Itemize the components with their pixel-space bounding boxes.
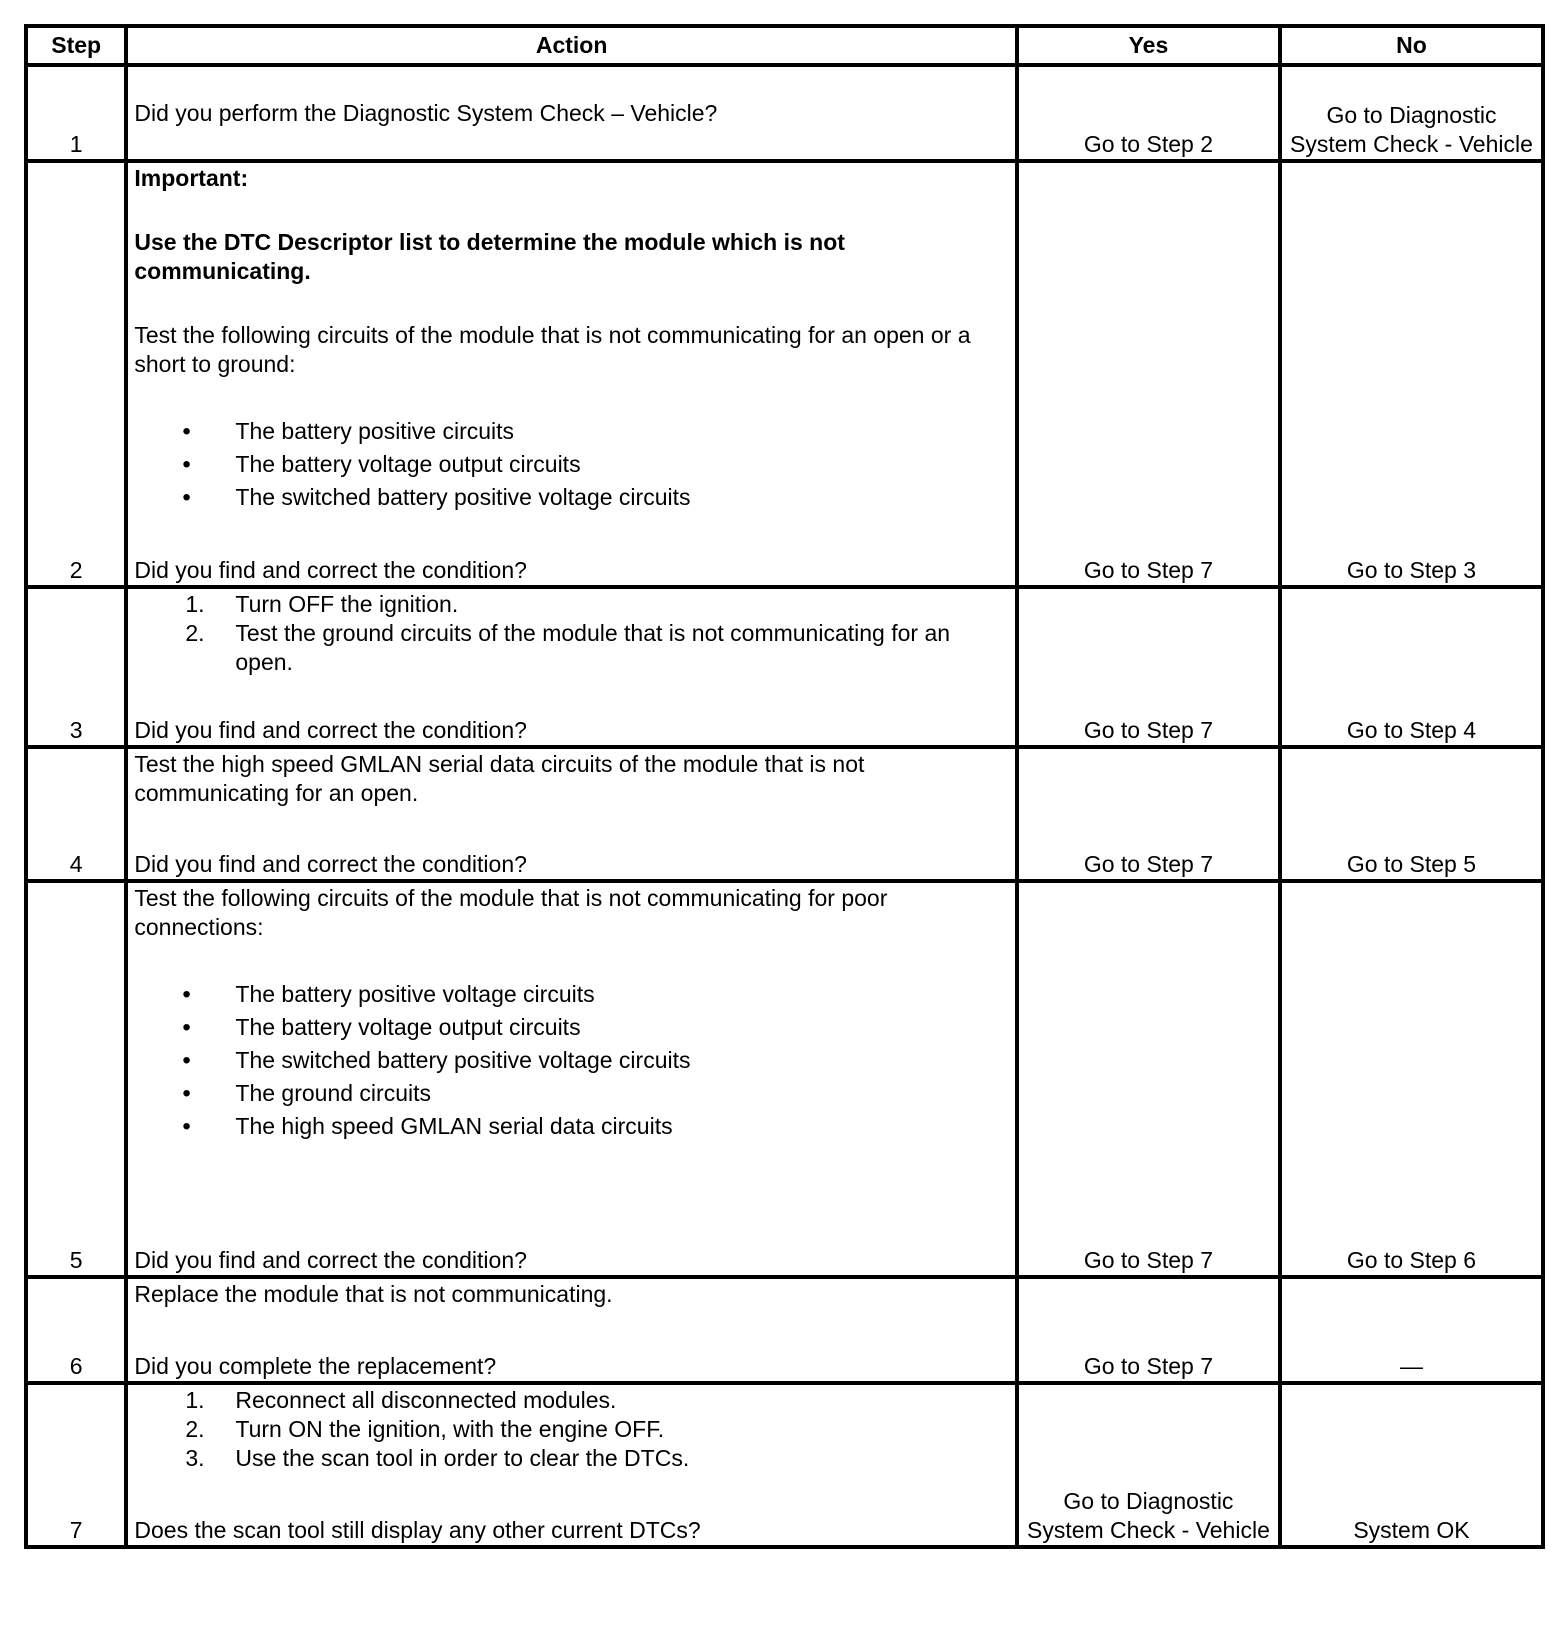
- no-cell: Go to Step 5: [1280, 747, 1543, 881]
- yes-cell: Go to Step 2: [1017, 65, 1280, 161]
- header-step: Step: [26, 26, 126, 65]
- instruction-text: Test the following circuits of the module that is not communicating for an open or a short to ground:: [134, 322, 971, 377]
- step-number: 4: [26, 747, 126, 881]
- list-item: 2. Test the ground circuits of the module that is not communicating for an open.: [185, 620, 951, 675]
- step-number: 6: [26, 1277, 126, 1383]
- no-cell: System OK: [1280, 1383, 1543, 1547]
- question-text: Did you complete the replacement?: [134, 1353, 497, 1379]
- table-row: [26, 881, 1543, 1277]
- header-row: [26, 26, 1543, 65]
- diagnostic-table: [24, 24, 1545, 1549]
- step-number: 3: [26, 587, 126, 747]
- action-cell: [126, 1383, 1017, 1547]
- action-cell: [126, 161, 1017, 587]
- instruction-text: Replace the module that is not communicating.: [134, 1281, 613, 1307]
- header-no: No: [1280, 26, 1543, 65]
- table-row: [26, 1383, 1543, 1547]
- circuit-list: [134, 978, 1009, 1143]
- no-cell: Go to Step 6: [1280, 881, 1543, 1277]
- procedure-list: [134, 590, 1009, 677]
- yes-cell: Go to Step 7: [1017, 1277, 1280, 1383]
- action-cell: [126, 65, 1017, 161]
- circuit-list: [134, 415, 1009, 514]
- question-text: Did you find and correct the condition?: [134, 557, 527, 583]
- list-item: 3. Use the scan tool in order to clear the DTCs.: [185, 1445, 690, 1471]
- list-item: 1. Reconnect all disconnected modules.: [185, 1387, 617, 1413]
- question-text: Did you find and correct the condition?: [134, 851, 527, 877]
- important-text: Use the DTC Descriptor list to determine the module which is not communicating.: [134, 229, 845, 284]
- no-cell: Go to Step 4: [1280, 587, 1543, 747]
- important-label: Important:: [134, 165, 249, 191]
- table-row: [26, 161, 1543, 587]
- list-item: 1. Turn OFF the ignition.: [185, 591, 459, 617]
- yes-cell: Go to Diagnostic System Check - Vehicle: [1017, 1383, 1280, 1547]
- table-row: [26, 747, 1543, 881]
- step-number: 5: [26, 881, 126, 1277]
- yes-cell: Go to Step 7: [1017, 747, 1280, 881]
- question-text: Did you perform the Diagnostic System Check – Vehicle?: [134, 99, 718, 126]
- no-cell: Go to Step 3: [1280, 161, 1543, 587]
- step-number: 2: [26, 161, 126, 587]
- yes-cell: Go to Step 7: [1017, 161, 1280, 587]
- question-text: Did you find and correct the condition?: [134, 1247, 527, 1273]
- list-item: • The switched battery positive voltage circuits: [134, 481, 1009, 514]
- action-cell: [126, 747, 1017, 881]
- no-cell: Go to Diagnostic System Check - Vehicle: [1280, 65, 1543, 161]
- instruction-text: Test the high speed GMLAN serial data circuits of the module that is not communicating for an open.: [134, 751, 865, 806]
- step-number: 7: [26, 1383, 126, 1547]
- step-number: 1: [26, 65, 126, 161]
- action-cell: [126, 881, 1017, 1277]
- list-item: • The high speed GMLAN serial data circuits: [134, 1110, 1009, 1143]
- no-cell: —: [1280, 1277, 1543, 1383]
- question-text: Does the scan tool still display any other current DTCs?: [134, 1517, 701, 1543]
- list-item: • The battery voltage output circuits: [134, 448, 1009, 481]
- list-item: • The ground circuits: [134, 1077, 1009, 1110]
- table-row: [26, 65, 1543, 161]
- table-row: [26, 587, 1543, 747]
- list-item: 2. Turn ON the ignition, with the engine OFF.: [185, 1416, 665, 1442]
- yes-cell: Go to Step 7: [1017, 881, 1280, 1277]
- list-item: • The battery positive circuits: [134, 415, 1009, 448]
- action-cell: [126, 1277, 1017, 1383]
- table-row: [26, 1277, 1543, 1383]
- list-item: • The battery voltage output circuits: [134, 1011, 1009, 1044]
- procedure-list: [134, 1386, 1009, 1473]
- list-item: • The battery positive voltage circuits: [134, 978, 1009, 1011]
- instruction-text: Test the following circuits of the module that is not communicating for poor connections:: [134, 885, 888, 940]
- yes-cell: Go to Step 7: [1017, 587, 1280, 747]
- question-text: Did you find and correct the condition?: [134, 717, 527, 743]
- header-yes: Yes: [1017, 26, 1280, 65]
- list-item: • The switched battery positive voltage circuits: [134, 1044, 1009, 1077]
- action-cell: [126, 587, 1017, 747]
- header-action: Action: [126, 26, 1017, 65]
